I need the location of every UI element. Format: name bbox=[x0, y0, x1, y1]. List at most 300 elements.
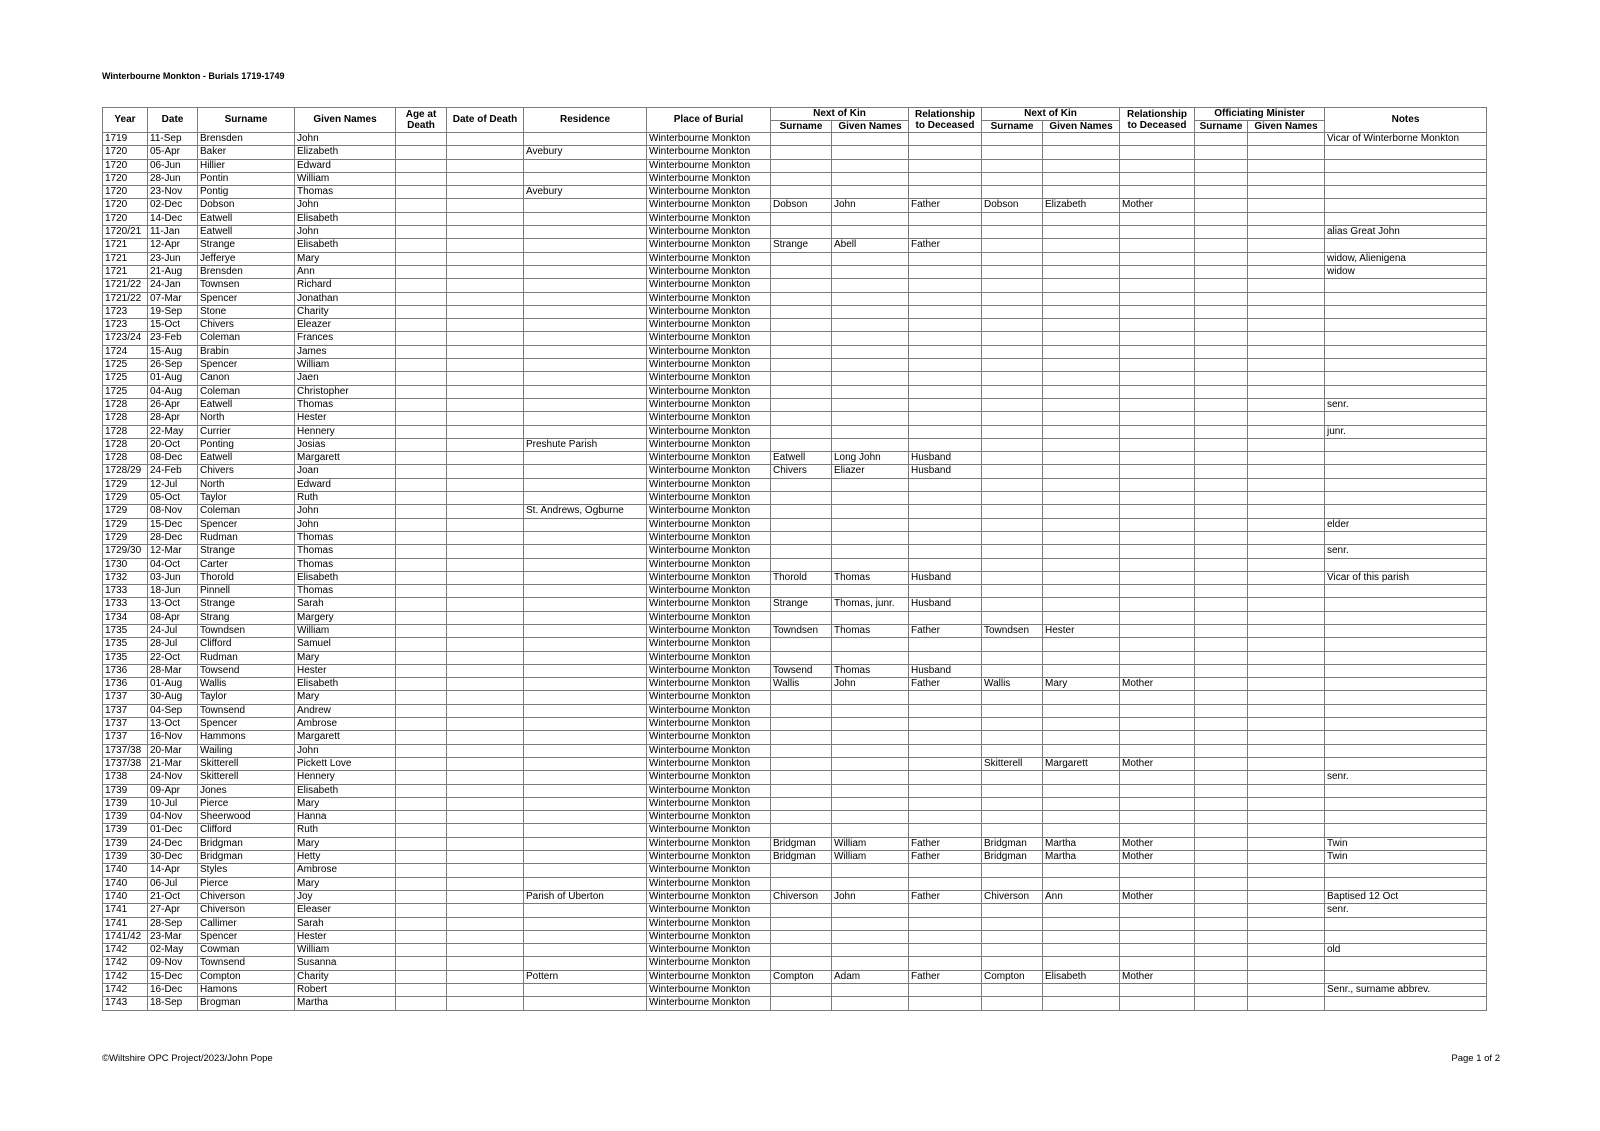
cell-residence: Avebury bbox=[524, 146, 647, 159]
cell-date: 15-Dec bbox=[148, 970, 198, 983]
cell-date-of-death bbox=[447, 385, 524, 398]
cell-kin1-surname bbox=[771, 265, 832, 278]
cell-minister-given-names bbox=[1248, 465, 1325, 478]
cell-minister-surname bbox=[1195, 731, 1248, 744]
cell-place-of-burial: Winterbourne Monkton bbox=[647, 545, 771, 558]
cell-kin2-relationship bbox=[1120, 997, 1195, 1010]
cell-date: 24-Jan bbox=[148, 279, 198, 292]
table-row bbox=[103, 239, 1487, 252]
cell-minister-given-names bbox=[1248, 505, 1325, 518]
cell-kin2-given-names bbox=[1043, 797, 1120, 810]
table-row bbox=[103, 319, 1487, 332]
cell-kin2-relationship bbox=[1120, 731, 1195, 744]
cell-residence: Parish of Uberton bbox=[524, 890, 647, 903]
cell-given-names: Jaen bbox=[295, 372, 396, 385]
cell-place-of-burial: Winterbourne Monkton bbox=[647, 598, 771, 611]
cell-kin1-surname bbox=[771, 811, 832, 824]
table-row bbox=[103, 651, 1487, 664]
cell-kin2-relationship bbox=[1120, 944, 1195, 957]
cell-date: 23-Feb bbox=[148, 332, 198, 345]
cell-notes bbox=[1325, 997, 1487, 1010]
cell-notes bbox=[1325, 372, 1487, 385]
cell-minister-surname bbox=[1195, 877, 1248, 890]
cell-date-of-death bbox=[447, 877, 524, 890]
cell-age-at-death bbox=[396, 731, 447, 744]
cell-year: 1720 bbox=[103, 212, 148, 225]
cell-kin2-relationship bbox=[1120, 585, 1195, 598]
cell-residence bbox=[524, 465, 647, 478]
cell-kin1-relationship bbox=[909, 824, 982, 837]
cell-date: 02-Dec bbox=[148, 199, 198, 212]
cell-kin2-surname: Compton bbox=[982, 970, 1043, 983]
cell-notes bbox=[1325, 345, 1487, 358]
cell-notes bbox=[1325, 824, 1487, 837]
cell-minister-surname bbox=[1195, 239, 1248, 252]
cell-given-names: Eleaser bbox=[295, 904, 396, 917]
cell-kin2-given-names bbox=[1043, 731, 1120, 744]
table-row bbox=[103, 279, 1487, 292]
cell-minister-given-names bbox=[1248, 944, 1325, 957]
cell-given-names: Elisabeth bbox=[295, 784, 396, 797]
cell-kin2-relationship bbox=[1120, 438, 1195, 451]
cell-year: 1725 bbox=[103, 372, 148, 385]
cell-given-names: Frances bbox=[295, 332, 396, 345]
cell-minister-surname bbox=[1195, 851, 1248, 864]
cell-kin2-surname bbox=[982, 345, 1043, 358]
cell-kin1-surname bbox=[771, 704, 832, 717]
cell-minister-surname bbox=[1195, 744, 1248, 757]
cell-age-at-death bbox=[396, 757, 447, 770]
cell-kin1-relationship: Husband bbox=[909, 598, 982, 611]
cell-place-of-burial: Winterbourne Monkton bbox=[647, 611, 771, 624]
cell-kin1-surname bbox=[771, 372, 832, 385]
cell-minister-surname bbox=[1195, 970, 1248, 983]
cell-minister-given-names bbox=[1248, 864, 1325, 877]
cell-age-at-death bbox=[396, 545, 447, 558]
cell-minister-surname bbox=[1195, 452, 1248, 465]
cell-surname: Wallis bbox=[198, 678, 295, 691]
cell-kin2-relationship bbox=[1120, 212, 1195, 225]
table-row bbox=[103, 531, 1487, 544]
cell-notes bbox=[1325, 704, 1487, 717]
cell-kin2-surname bbox=[982, 811, 1043, 824]
cell-age-at-death bbox=[396, 438, 447, 451]
table-row bbox=[103, 890, 1487, 903]
cell-kin2-relationship bbox=[1120, 984, 1195, 997]
cell-kin1-given-names bbox=[832, 917, 909, 930]
cell-place-of-burial: Winterbourne Monkton bbox=[647, 718, 771, 731]
cell-notes bbox=[1325, 930, 1487, 943]
cell-kin2-surname bbox=[982, 664, 1043, 677]
cell-surname: Eatwell bbox=[198, 398, 295, 411]
cell-date: 05-Apr bbox=[148, 146, 198, 159]
cell-given-names: Hennery bbox=[295, 771, 396, 784]
cell-date: 12-Jul bbox=[148, 478, 198, 491]
cell-date-of-death bbox=[447, 757, 524, 770]
cell-kin1-given-names bbox=[832, 864, 909, 877]
cell-age-at-death bbox=[396, 252, 447, 265]
cell-kin1-relationship bbox=[909, 638, 982, 651]
cell-year: 1738 bbox=[103, 771, 148, 784]
cell-given-names: Ruth bbox=[295, 492, 396, 505]
cell-residence bbox=[524, 492, 647, 505]
header-kin1-surname: Surname bbox=[771, 120, 832, 133]
cell-kin2-surname: Bridgman bbox=[982, 837, 1043, 850]
cell-minister-given-names bbox=[1248, 744, 1325, 757]
cell-kin1-surname: Chivers bbox=[771, 465, 832, 478]
cell-notes: elder bbox=[1325, 518, 1487, 531]
cell-notes bbox=[1325, 159, 1487, 172]
footer-page-number: Page 1 of 2 bbox=[1451, 1053, 1500, 1064]
cell-year: 1736 bbox=[103, 678, 148, 691]
table-row bbox=[103, 492, 1487, 505]
cell-kin1-relationship bbox=[909, 478, 982, 491]
cell-kin2-surname bbox=[982, 226, 1043, 239]
cell-minister-given-names bbox=[1248, 292, 1325, 305]
cell-residence: Preshute Parish bbox=[524, 438, 647, 451]
cell-surname: Eatwell bbox=[198, 452, 295, 465]
cell-surname: Brabin bbox=[198, 345, 295, 358]
cell-kin2-relationship bbox=[1120, 252, 1195, 265]
cell-place-of-burial: Winterbourne Monkton bbox=[647, 811, 771, 824]
cell-age-at-death bbox=[396, 624, 447, 637]
cell-residence bbox=[524, 837, 647, 850]
cell-residence bbox=[524, 651, 647, 664]
cell-kin2-surname bbox=[982, 212, 1043, 225]
cell-kin2-relationship bbox=[1120, 239, 1195, 252]
cell-minister-surname bbox=[1195, 904, 1248, 917]
cell-kin1-relationship bbox=[909, 252, 982, 265]
cell-date: 28-Apr bbox=[148, 412, 198, 425]
cell-date-of-death bbox=[447, 744, 524, 757]
cell-notes bbox=[1325, 797, 1487, 810]
cell-minister-surname bbox=[1195, 133, 1248, 146]
cell-minister-surname bbox=[1195, 332, 1248, 345]
cell-date: 10-Jul bbox=[148, 797, 198, 810]
cell-kin1-given-names bbox=[832, 811, 909, 824]
cell-kin1-surname: Thorold bbox=[771, 571, 832, 584]
cell-notes bbox=[1325, 811, 1487, 824]
cell-date: 24-Dec bbox=[148, 837, 198, 850]
cell-notes bbox=[1325, 305, 1487, 318]
cell-place-of-burial: Winterbourne Monkton bbox=[647, 478, 771, 491]
cell-minister-surname bbox=[1195, 890, 1248, 903]
cell-minister-surname bbox=[1195, 279, 1248, 292]
cell-given-names: Hester bbox=[295, 412, 396, 425]
cell-kin1-relationship: Father bbox=[909, 837, 982, 850]
cell-kin2-relationship bbox=[1120, 146, 1195, 159]
cell-date: 08-Apr bbox=[148, 611, 198, 624]
cell-kin2-given-names bbox=[1043, 412, 1120, 425]
cell-place-of-burial: Winterbourne Monkton bbox=[647, 252, 771, 265]
cell-surname: Spencer bbox=[198, 292, 295, 305]
table-row bbox=[103, 664, 1487, 677]
cell-kin2-relationship bbox=[1120, 505, 1195, 518]
cell-minister-surname bbox=[1195, 571, 1248, 584]
cell-place-of-burial: Winterbourne Monkton bbox=[647, 784, 771, 797]
cell-kin1-given-names bbox=[832, 771, 909, 784]
table-body bbox=[103, 133, 1487, 1011]
cell-surname: Spencer bbox=[198, 718, 295, 731]
cell-place-of-burial: Winterbourne Monkton bbox=[647, 877, 771, 890]
cell-minister-surname bbox=[1195, 465, 1248, 478]
cell-place-of-burial: Winterbourne Monkton bbox=[647, 319, 771, 332]
cell-kin1-surname bbox=[771, 944, 832, 957]
cell-place-of-burial: Winterbourne Monkton bbox=[647, 186, 771, 199]
cell-kin2-given-names bbox=[1043, 611, 1120, 624]
cell-age-at-death bbox=[396, 492, 447, 505]
cell-kin2-given-names bbox=[1043, 784, 1120, 797]
cell-kin2-given-names bbox=[1043, 398, 1120, 411]
cell-place-of-burial: Winterbourne Monkton bbox=[647, 146, 771, 159]
cell-surname: Baker bbox=[198, 146, 295, 159]
cell-kin1-given-names bbox=[832, 412, 909, 425]
cell-date: 12-Mar bbox=[148, 545, 198, 558]
cell-place-of-burial: Winterbourne Monkton bbox=[647, 624, 771, 637]
cell-notes bbox=[1325, 624, 1487, 637]
cell-residence bbox=[524, 598, 647, 611]
cell-kin2-relationship bbox=[1120, 545, 1195, 558]
table-row bbox=[103, 505, 1487, 518]
table-row bbox=[103, 744, 1487, 757]
cell-place-of-burial: Winterbourne Monkton bbox=[647, 385, 771, 398]
cell-age-at-death bbox=[396, 226, 447, 239]
cell-kin1-surname bbox=[771, 957, 832, 970]
cell-surname: Wailing bbox=[198, 744, 295, 757]
cell-kin2-given-names bbox=[1043, 545, 1120, 558]
cell-minister-given-names bbox=[1248, 199, 1325, 212]
cell-kin1-relationship bbox=[909, 305, 982, 318]
cell-kin1-surname bbox=[771, 997, 832, 1010]
cell-kin2-surname bbox=[982, 425, 1043, 438]
cell-year: 1742 bbox=[103, 957, 148, 970]
cell-surname: Ponting bbox=[198, 438, 295, 451]
cell-kin1-relationship: Husband bbox=[909, 452, 982, 465]
cell-kin2-given-names bbox=[1043, 305, 1120, 318]
cell-residence bbox=[524, 425, 647, 438]
cell-date: 30-Dec bbox=[148, 851, 198, 864]
cell-notes bbox=[1325, 492, 1487, 505]
cell-minister-surname bbox=[1195, 505, 1248, 518]
cell-given-names: Thomas bbox=[295, 558, 396, 571]
cell-kin1-surname: Wallis bbox=[771, 678, 832, 691]
cell-surname: Bridgman bbox=[198, 837, 295, 850]
cell-year: 1729 bbox=[103, 518, 148, 531]
cell-kin2-relationship bbox=[1120, 691, 1195, 704]
cell-kin2-surname bbox=[982, 305, 1043, 318]
header-kin1-given-names: Given Names bbox=[832, 120, 909, 133]
cell-notes bbox=[1325, 678, 1487, 691]
cell-residence bbox=[524, 611, 647, 624]
cell-residence bbox=[524, 771, 647, 784]
cell-minister-given-names bbox=[1248, 412, 1325, 425]
cell-kin1-relationship bbox=[909, 279, 982, 292]
cell-age-at-death bbox=[396, 718, 447, 731]
cell-residence: Avebury bbox=[524, 186, 647, 199]
cell-place-of-burial: Winterbourne Monkton bbox=[647, 837, 771, 850]
cell-minister-given-names bbox=[1248, 611, 1325, 624]
table-row bbox=[103, 545, 1487, 558]
cell-place-of-burial: Winterbourne Monkton bbox=[647, 970, 771, 983]
cell-kin2-relationship bbox=[1120, 638, 1195, 651]
cell-place-of-burial: Winterbourne Monkton bbox=[647, 944, 771, 957]
cell-given-names: Robert bbox=[295, 984, 396, 997]
cell-kin1-given-names bbox=[832, 385, 909, 398]
cell-year: 1737 bbox=[103, 718, 148, 731]
cell-given-names: Sarah bbox=[295, 917, 396, 930]
cell-date: 20-Mar bbox=[148, 744, 198, 757]
table-row bbox=[103, 704, 1487, 717]
cell-kin1-relationship bbox=[909, 438, 982, 451]
cell-minister-surname bbox=[1195, 212, 1248, 225]
cell-year: 1728 bbox=[103, 398, 148, 411]
cell-kin2-relationship bbox=[1120, 372, 1195, 385]
cell-kin1-relationship bbox=[909, 797, 982, 810]
cell-notes: Baptised 12 Oct bbox=[1325, 890, 1487, 903]
cell-given-names: Sarah bbox=[295, 598, 396, 611]
cell-date-of-death bbox=[447, 438, 524, 451]
cell-kin2-surname bbox=[982, 877, 1043, 890]
cell-kin2-relationship bbox=[1120, 598, 1195, 611]
cell-kin1-relationship: Father bbox=[909, 851, 982, 864]
cell-kin1-surname: Towndsen bbox=[771, 624, 832, 637]
cell-kin2-surname bbox=[982, 571, 1043, 584]
cell-minister-surname bbox=[1195, 412, 1248, 425]
cell-kin2-given-names bbox=[1043, 146, 1120, 159]
cell-minister-given-names bbox=[1248, 425, 1325, 438]
cell-date: 19-Sep bbox=[148, 305, 198, 318]
cell-kin2-given-names bbox=[1043, 957, 1120, 970]
cell-kin1-surname: Strange bbox=[771, 239, 832, 252]
cell-place-of-burial: Winterbourne Monkton bbox=[647, 984, 771, 997]
cell-date: 23-Mar bbox=[148, 930, 198, 943]
cell-year: 1739 bbox=[103, 797, 148, 810]
cell-kin1-surname bbox=[771, 757, 832, 770]
cell-kin2-surname: Bridgman bbox=[982, 851, 1043, 864]
cell-kin1-surname bbox=[771, 146, 832, 159]
cell-kin2-given-names bbox=[1043, 385, 1120, 398]
cell-kin1-relationship bbox=[909, 133, 982, 146]
cell-kin1-given-names bbox=[832, 704, 909, 717]
table-row bbox=[103, 212, 1487, 225]
cell-minister-given-names bbox=[1248, 837, 1325, 850]
cell-minister-surname bbox=[1195, 984, 1248, 997]
cell-residence bbox=[524, 412, 647, 425]
cell-minister-surname bbox=[1195, 930, 1248, 943]
cell-date-of-death bbox=[447, 359, 524, 372]
cell-kin2-given-names bbox=[1043, 904, 1120, 917]
table-row bbox=[103, 305, 1487, 318]
cell-date-of-death bbox=[447, 465, 524, 478]
cell-residence bbox=[524, 718, 647, 731]
cell-minister-given-names bbox=[1248, 691, 1325, 704]
cell-date-of-death bbox=[447, 319, 524, 332]
cell-kin1-given-names bbox=[832, 545, 909, 558]
cell-kin2-surname bbox=[982, 159, 1043, 172]
cell-date-of-death bbox=[447, 585, 524, 598]
cell-residence bbox=[524, 784, 647, 797]
cell-kin1-relationship bbox=[909, 359, 982, 372]
cell-minister-surname bbox=[1195, 558, 1248, 571]
cell-minister-given-names bbox=[1248, 531, 1325, 544]
cell-date: 12-Apr bbox=[148, 239, 198, 252]
cell-minister-surname bbox=[1195, 664, 1248, 677]
cell-kin1-surname bbox=[771, 292, 832, 305]
cell-minister-surname bbox=[1195, 186, 1248, 199]
cell-kin1-relationship bbox=[909, 558, 982, 571]
cell-minister-surname bbox=[1195, 146, 1248, 159]
cell-minister-given-names bbox=[1248, 638, 1325, 651]
cell-age-at-death bbox=[396, 824, 447, 837]
cell-given-names: Ann bbox=[295, 265, 396, 278]
cell-kin2-given-names bbox=[1043, 864, 1120, 877]
cell-date-of-death bbox=[447, 492, 524, 505]
cell-given-names: Samuel bbox=[295, 638, 396, 651]
cell-minister-surname bbox=[1195, 252, 1248, 265]
cell-kin2-given-names bbox=[1043, 824, 1120, 837]
cell-date: 15-Oct bbox=[148, 319, 198, 332]
cell-place-of-burial: Winterbourne Monkton bbox=[647, 904, 771, 917]
cell-given-names: William bbox=[295, 944, 396, 957]
table-row bbox=[103, 970, 1487, 983]
cell-kin1-relationship bbox=[909, 425, 982, 438]
table-row bbox=[103, 904, 1487, 917]
cell-date: 21-Oct bbox=[148, 890, 198, 903]
header-relationship-2: Relationship to Deceased bbox=[1120, 108, 1195, 133]
cell-given-names: John bbox=[295, 226, 396, 239]
cell-notes: Twin bbox=[1325, 837, 1487, 850]
cell-kin2-relationship bbox=[1120, 133, 1195, 146]
cell-year: 1723/24 bbox=[103, 332, 148, 345]
table-row bbox=[103, 332, 1487, 345]
cell-year: 1721 bbox=[103, 252, 148, 265]
cell-age-at-death bbox=[396, 412, 447, 425]
cell-date: 16-Nov bbox=[148, 731, 198, 744]
cell-kin1-relationship bbox=[909, 531, 982, 544]
cell-place-of-burial: Winterbourne Monkton bbox=[647, 452, 771, 465]
cell-age-at-death bbox=[396, 598, 447, 611]
cell-year: 1735 bbox=[103, 638, 148, 651]
cell-residence bbox=[524, 731, 647, 744]
cell-kin2-relationship bbox=[1120, 385, 1195, 398]
table-row bbox=[103, 425, 1487, 438]
cell-age-at-death bbox=[396, 784, 447, 797]
cell-kin1-relationship bbox=[909, 292, 982, 305]
cell-kin2-surname: Skitterell bbox=[982, 757, 1043, 770]
cell-year: 1729 bbox=[103, 492, 148, 505]
cell-given-names: Margery bbox=[295, 611, 396, 624]
cell-given-names: Ambrose bbox=[295, 718, 396, 731]
cell-residence bbox=[524, 478, 647, 491]
cell-notes: Vicar of Winterborne Monkton bbox=[1325, 133, 1487, 146]
cell-notes: Senr., surname abbrev. bbox=[1325, 984, 1487, 997]
cell-kin1-given-names bbox=[832, 877, 909, 890]
cell-place-of-burial: Winterbourne Monkton bbox=[647, 678, 771, 691]
cell-kin1-relationship bbox=[909, 492, 982, 505]
cell-kin2-relationship bbox=[1120, 744, 1195, 757]
cell-year: 1723 bbox=[103, 319, 148, 332]
cell-kin2-surname bbox=[982, 984, 1043, 997]
cell-kin1-surname bbox=[771, 505, 832, 518]
cell-age-at-death bbox=[396, 877, 447, 890]
cell-surname: Carter bbox=[198, 558, 295, 571]
table-row bbox=[103, 611, 1487, 624]
cell-surname: Pontin bbox=[198, 172, 295, 185]
cell-kin1-surname bbox=[771, 771, 832, 784]
cell-date: 08-Nov bbox=[148, 505, 198, 518]
cell-kin1-surname bbox=[771, 279, 832, 292]
cell-year: 1739 bbox=[103, 811, 148, 824]
